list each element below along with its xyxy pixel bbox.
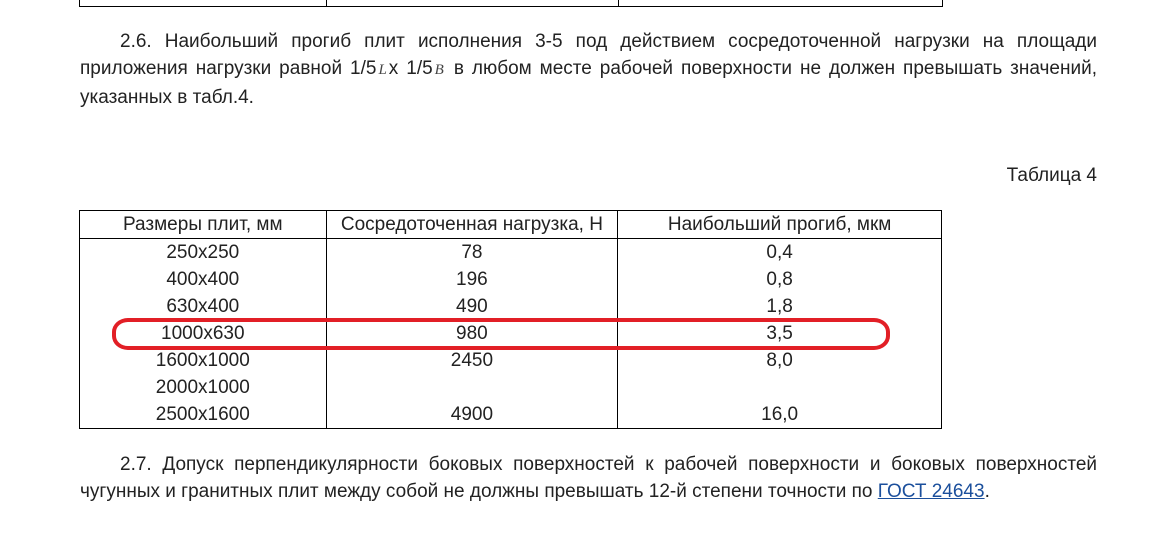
cell-deflection: 1,8 [618, 293, 942, 320]
header-deflection: Наибольший прогиб, мкм [618, 211, 942, 239]
header-plate-size: Размеры плит, мм [80, 211, 327, 239]
cell-plate-size: 630x400 [80, 293, 327, 320]
cell-plate-size: 250x250 [80, 239, 327, 267]
cell-load [326, 374, 618, 401]
cell-plate-size: 1600x1000 [80, 347, 327, 374]
cell-deflection [618, 374, 942, 401]
paragraph-2-7-text: 2.7. Допуск перпендикулярности боковых поверхностей к рабочей поверхности и боковых поверхностей чугунных и гранитных плит между собой не должны превышать 12-й степени точности по [80, 454, 1097, 502]
table-header-row [80, 211, 942, 239]
cell-load: 196 [326, 266, 618, 293]
cell-deflection: 3,5 [618, 320, 942, 347]
paragraph-2-6-text-x: x 1/5 [388, 58, 433, 79]
header-load: Сосредоточенная нагрузка, Н [326, 211, 618, 239]
table-row [80, 239, 942, 267]
gost-24643-link[interactable]: ГОСТ 24643 [877, 481, 985, 502]
previous-table-bottom [79, 0, 943, 7]
cell-load: 78 [326, 239, 618, 267]
paragraph-2-6 [80, 28, 1097, 111]
previous-table-divider [326, 0, 327, 6]
cell-deflection: 0,4 [618, 239, 942, 267]
table-row-highlighted [80, 320, 942, 347]
math-b: B [434, 62, 444, 78]
cell-load: 4900 [326, 401, 618, 429]
cell-deflection: 8,0 [618, 347, 942, 374]
cell-plate-size: 2000x1000 [80, 374, 327, 401]
cell-plate-size: 400x400 [80, 266, 327, 293]
table-row [80, 401, 942, 429]
cell-load: 980 [326, 320, 618, 347]
cell-plate-size: 1000x630 [80, 320, 327, 347]
paragraph-2-7-end: . [984, 481, 990, 502]
math-l: L [378, 62, 387, 78]
table-row [80, 347, 942, 374]
table-row [80, 293, 942, 320]
cell-plate-size: 2500x1600 [80, 401, 327, 429]
table-caption: Таблица 4 [1006, 165, 1097, 186]
cell-deflection: 0,8 [618, 266, 942, 293]
cell-deflection: 16,0 [618, 401, 942, 429]
paragraph-2-6-text-before: 2.6. Наибольший прогиб плит исполнения 3-5 под действием сосредоточенной нагрузки на площади приложения нагрузки равной 1/5 [80, 31, 1097, 79]
table-row [80, 374, 942, 401]
paragraph-2-6-text-after: в любом месте рабочей поверхности не должен превышать значений, указанных в табл.4. [80, 58, 1097, 108]
table-row [80, 266, 942, 293]
cell-load: 490 [326, 293, 618, 320]
previous-table-divider [618, 0, 619, 6]
paragraph-2-7 [80, 451, 1097, 505]
deflection-table [79, 210, 942, 429]
cell-load: 2450 [326, 347, 618, 374]
